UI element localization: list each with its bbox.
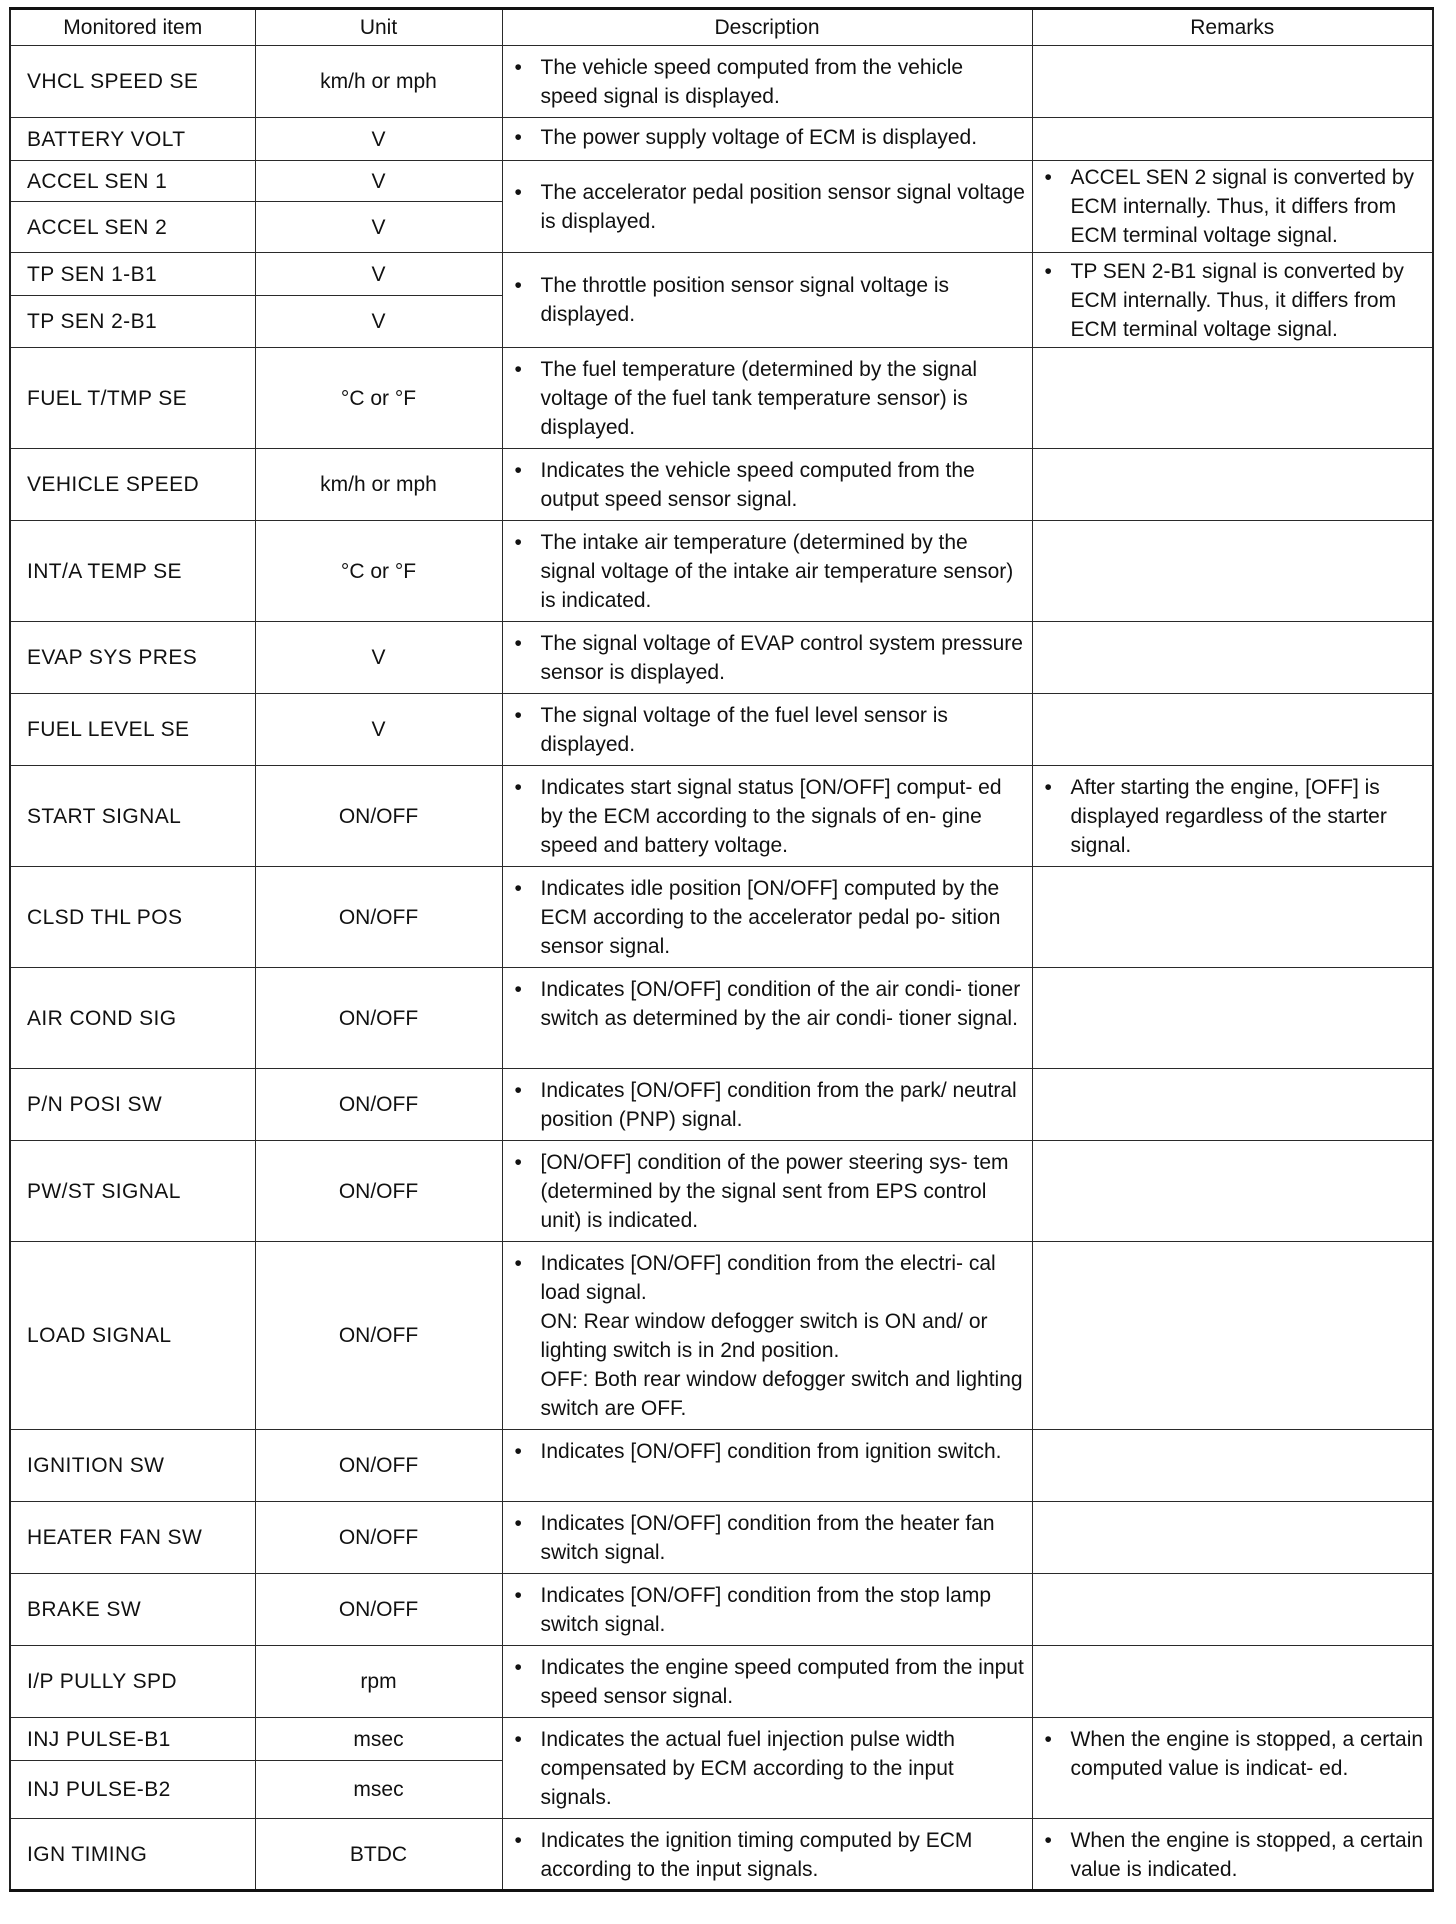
- description-cell: [502, 1646, 1032, 1718]
- unit-cell: ON/OFF: [255, 1069, 502, 1141]
- description-cell: [502, 1242, 1032, 1430]
- header-unit: Unit: [255, 9, 502, 46]
- remarks-cell: [1032, 521, 1433, 622]
- table-row: [10, 1069, 1433, 1141]
- item-cell: IGNITION SW: [10, 1430, 255, 1502]
- description-cell: [502, 1141, 1032, 1242]
- description-bullet: • [ON/OFF] condition of the power steering sys- tem (determined by the signal sent from EPS control unit) is indicated.: [503, 1148, 1026, 1235]
- description-bullet: • Indicates the actual fuel injection pulse width compensated by ECM according to the input signals.: [503, 1725, 1026, 1812]
- remarks-bullet: • After starting the engine, [OFF] is displayed regardless of the starter signal.: [1033, 773, 1427, 860]
- item-cell: LOAD SIGNAL: [10, 1242, 255, 1430]
- unit-cell: ON/OFF: [255, 1502, 502, 1574]
- table-row: [10, 1242, 1433, 1430]
- unit-cell: °C or °F: [255, 521, 502, 622]
- description-cell: [502, 118, 1032, 161]
- description-bullet: • The accelerator pedal position sensor signal voltage is displayed.: [503, 178, 1026, 236]
- remarks-cell: [1032, 449, 1433, 521]
- description-cell: [502, 1430, 1032, 1502]
- header-row: [10, 9, 1433, 46]
- unit-cell: ON/OFF: [255, 867, 502, 968]
- description-cell: [502, 1502, 1032, 1574]
- description-bullet: • The fuel temperature (determined by the signal voltage of the fuel tank temperature sensor) is displayed.: [503, 355, 1026, 442]
- unit-cell: km/h or mph: [255, 449, 502, 521]
- description-bullet: • Indicates [ON/OFF] condition of the air condi- tioner switch as determined by the air condi- tioner signal.: [503, 975, 1026, 1033]
- remarks-cell: [1032, 694, 1433, 766]
- remarks-bullet: • TP SEN 2-B1 signal is converted by ECM internally. Thus, it differs from ECM terminal voltage signal.: [1033, 257, 1427, 344]
- remarks-cell: [1032, 1430, 1433, 1502]
- description-bullet: • Indicates [ON/OFF] condition from the stop lamp switch signal.: [503, 1581, 1026, 1639]
- table-row: [10, 46, 1433, 118]
- item-cell: VHCL SPEED SE: [10, 46, 255, 118]
- remarks-cell: [1032, 968, 1433, 1069]
- item-cell: TP SEN 2-B1: [10, 296, 255, 348]
- description-bullet: • The power supply voltage of ECM is displayed.: [503, 123, 1026, 152]
- unit-cell: V: [255, 622, 502, 694]
- description-cell: [502, 1718, 1032, 1819]
- item-cell: IGN TIMING: [10, 1819, 255, 1891]
- unit-cell: ON/OFF: [255, 968, 502, 1069]
- unit-cell: ON/OFF: [255, 766, 502, 867]
- item-cell: INJ PULSE-B1: [10, 1718, 255, 1761]
- table-row: [10, 1141, 1433, 1242]
- description-bullet: • Indicates [ON/OFF] condition from the heater fan switch signal.: [503, 1509, 1026, 1567]
- unit-cell: ON/OFF: [255, 1430, 502, 1502]
- item-cell: AIR COND SIG: [10, 968, 255, 1069]
- item-cell: P/N POSI SW: [10, 1069, 255, 1141]
- item-cell: BRAKE SW: [10, 1574, 255, 1646]
- unit-cell: ON/OFF: [255, 1141, 502, 1242]
- unit-cell: V: [255, 202, 502, 253]
- description-bullet: • Indicates [ON/OFF] condition from the park/ neutral position (PNP) signal.: [503, 1076, 1026, 1134]
- table-row: [10, 348, 1433, 449]
- table-row: [10, 449, 1433, 521]
- description-bullet: • Indicates the engine speed computed from the input speed sensor signal.: [503, 1653, 1026, 1711]
- item-cell: HEATER FAN SW: [10, 1502, 255, 1574]
- unit-cell: km/h or mph: [255, 46, 502, 118]
- item-cell: I/P PULLY SPD: [10, 1646, 255, 1718]
- remarks-cell: [1032, 622, 1433, 694]
- item-cell: START SIGNAL: [10, 766, 255, 867]
- item-cell: INT/A TEMP SE: [10, 521, 255, 622]
- unit-cell: ON/OFF: [255, 1574, 502, 1646]
- item-cell: ACCEL SEN 1: [10, 161, 255, 202]
- table-row: [10, 622, 1433, 694]
- table-row: [10, 968, 1433, 1069]
- description-cell: [502, 449, 1032, 521]
- description-cell: [502, 521, 1032, 622]
- description-bullet: • The throttle position sensor signal voltage is displayed.: [503, 271, 1026, 329]
- unit-cell: V: [255, 253, 502, 296]
- description-bullet: • Indicates the vehicle speed computed from the output speed sensor signal.: [503, 456, 1026, 514]
- remarks-cell: [1032, 1242, 1433, 1430]
- remarks-cell: [1032, 766, 1433, 867]
- description-cell: [502, 1819, 1032, 1891]
- table-row: [10, 118, 1433, 161]
- description-cell: [502, 161, 1032, 253]
- header-description: Description: [502, 9, 1032, 46]
- remarks-cell: [1032, 1646, 1433, 1718]
- table-row: [10, 1718, 1433, 1761]
- monitored-items-table: [9, 7, 1434, 1892]
- table-row: [10, 1819, 1433, 1891]
- description-cell: [502, 968, 1032, 1069]
- unit-cell: V: [255, 161, 502, 202]
- item-cell: FUEL T/TMP SE: [10, 348, 255, 449]
- description-cell: [502, 46, 1032, 118]
- table-row: [10, 253, 1433, 296]
- description-bullet: • The signal voltage of the fuel level sensor is displayed.: [503, 701, 1026, 759]
- description-cell: [502, 253, 1032, 348]
- description-cell: [502, 622, 1032, 694]
- item-cell: INJ PULSE-B2: [10, 1761, 255, 1819]
- description-cell: [502, 1574, 1032, 1646]
- table-row: [10, 766, 1433, 867]
- remarks-cell: [1032, 1141, 1433, 1242]
- remarks-cell: [1032, 348, 1433, 449]
- remarks-cell: [1032, 1574, 1433, 1646]
- description-bullet: • Indicates the ignition timing computed by ECM according to the input signals.: [503, 1826, 1026, 1884]
- remarks-bullet: • ACCEL SEN 2 signal is converted by ECM internally. Thus, it differs from ECM terminal voltage signal.: [1033, 163, 1427, 250]
- header-remarks: Remarks: [1032, 9, 1433, 46]
- remarks-cell: [1032, 1502, 1433, 1574]
- description-bullet: • The intake air temperature (determined by the signal voltage of the intake air temperature sensor) is indicated.: [503, 528, 1026, 615]
- item-cell: BATTERY VOLT: [10, 118, 255, 161]
- table-row: [10, 1646, 1433, 1718]
- item-cell: TP SEN 1-B1: [10, 253, 255, 296]
- remarks-cell: [1032, 118, 1433, 161]
- remarks-bullet: • When the engine is stopped, a certain computed value is indicat- ed.: [1033, 1725, 1427, 1783]
- unit-cell: ON/OFF: [255, 1242, 502, 1430]
- table-row: [10, 161, 1433, 202]
- remarks-cell: [1032, 1718, 1433, 1819]
- table-row: [10, 694, 1433, 766]
- remarks-cell: [1032, 46, 1433, 118]
- description-bullet: • Indicates [ON/OFF] condition from ignition switch.: [503, 1437, 1026, 1466]
- item-cell: VEHICLE SPEED: [10, 449, 255, 521]
- unit-cell: BTDC: [255, 1819, 502, 1891]
- unit-cell: °C or °F: [255, 348, 502, 449]
- description-bullet: • Indicates idle position [ON/OFF] computed by the ECM according to the accelerator pedal po- sition sensor signal.: [503, 874, 1026, 961]
- description-bullet: • The signal voltage of EVAP control system pressure sensor is displayed.: [503, 629, 1026, 687]
- header-monitored-item: Monitored item: [10, 9, 255, 46]
- table-row: [10, 1502, 1433, 1574]
- remarks-cell: [1032, 161, 1433, 253]
- table-row: [10, 867, 1433, 968]
- table-row: [10, 1430, 1433, 1502]
- unit-cell: msec: [255, 1718, 502, 1761]
- description-bullet: • Indicates [ON/OFF] condition from the electri- cal load signal.: [503, 1249, 1026, 1307]
- unit-cell: V: [255, 118, 502, 161]
- description-off-note: OFF: Both rear window defogger switch and lighting switch are OFF.: [540, 1368, 1023, 1420]
- unit-cell: rpm: [255, 1646, 502, 1718]
- remarks-cell: [1032, 1069, 1433, 1141]
- unit-cell: V: [255, 694, 502, 766]
- table-row: [10, 521, 1433, 622]
- description-cell: [502, 766, 1032, 867]
- monitor-table-container: [9, 7, 1432, 1892]
- remarks-cell: [1032, 1819, 1433, 1891]
- description-cell: [502, 694, 1032, 766]
- description-bullet: • The vehicle speed computed from the vehicle speed signal is displayed.: [503, 53, 1026, 111]
- description-on-note: ON: Rear window defogger switch is ON and/ or lighting switch is in 2nd position.: [540, 1310, 988, 1362]
- unit-cell: V: [255, 296, 502, 348]
- table-row: [10, 1574, 1433, 1646]
- remarks-bullet: • When the engine is stopped, a certain value is indicated.: [1033, 1826, 1427, 1884]
- item-cell: FUEL LEVEL SE: [10, 694, 255, 766]
- remarks-cell: [1032, 867, 1433, 968]
- description-cell: [502, 1069, 1032, 1141]
- item-cell: PW/ST SIGNAL: [10, 1141, 255, 1242]
- description-cell: [502, 867, 1032, 968]
- remarks-cell: [1032, 253, 1433, 348]
- item-cell: CLSD THL POS: [10, 867, 255, 968]
- item-cell: EVAP SYS PRES: [10, 622, 255, 694]
- description-cell: [502, 348, 1032, 449]
- unit-cell: msec: [255, 1761, 502, 1819]
- description-bullet: • Indicates start signal status [ON/OFF] comput- ed by the ECM according to the signals of en- gine speed and battery voltage.: [503, 773, 1026, 860]
- item-cell: ACCEL SEN 2: [10, 202, 255, 253]
